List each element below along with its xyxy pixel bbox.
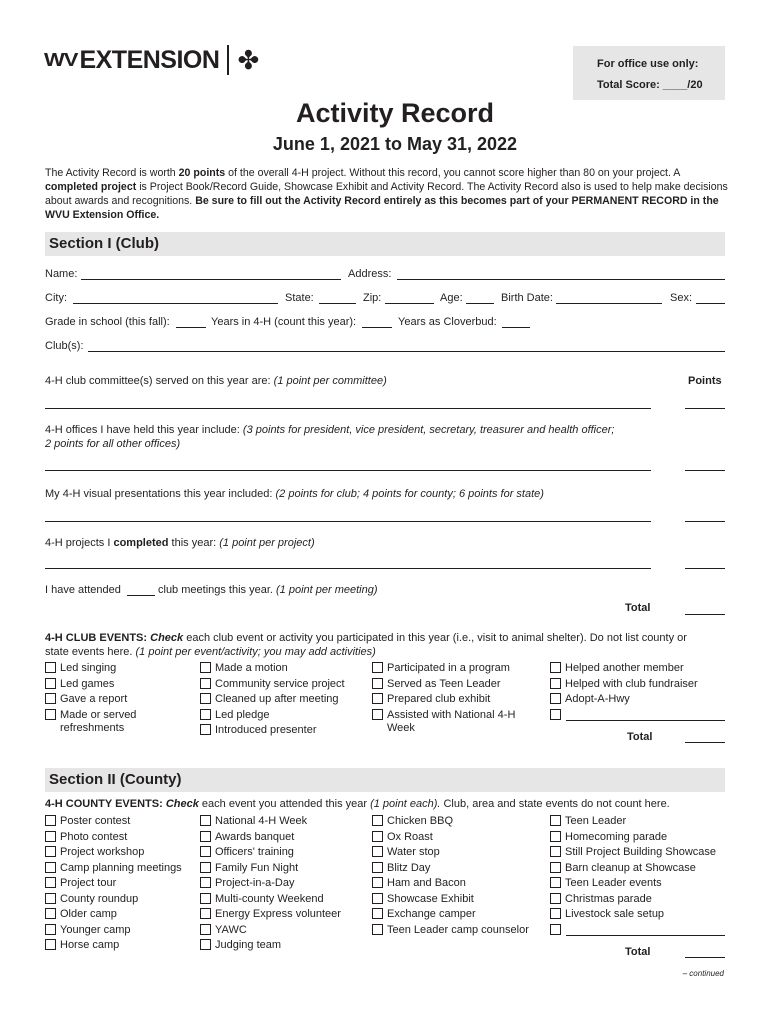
county-events-total-label: Total: [625, 946, 651, 958]
birth-date-label: Birth Date:: [501, 292, 553, 304]
meetings-label-b: club meetings this year. (1 point per meeting): [158, 584, 378, 596]
county-event-checkbox[interactable]: National 4-H Week: [200, 815, 307, 828]
county-event-checkbox[interactable]: Judging team: [200, 939, 281, 952]
county-event-checkbox[interactable]: Livestock sale setup: [550, 908, 664, 921]
county-event-checkbox[interactable]: Horse camp: [45, 939, 119, 952]
county-event-checkbox[interactable]: Camp planning meetings: [45, 862, 182, 875]
continued-note: – continued: [682, 969, 724, 978]
club-event-checkbox[interactable]: Served as Teen Leader: [372, 678, 501, 691]
county-event-checkbox[interactable]: Chicken BBQ: [372, 815, 453, 828]
city-field[interactable]: [73, 292, 278, 304]
presentations-label: My 4-H visual presentations this year included: (2 points for club; 4 points for county; 6 points for state): [45, 488, 544, 500]
county-event-checkbox[interactable]: Ham and Bacon: [372, 877, 466, 890]
grade-label: Grade in school (this fall):: [45, 316, 170, 328]
years-4h-field[interactable]: [362, 316, 392, 328]
projects-field[interactable]: [45, 557, 651, 569]
county-event-checkbox[interactable]: Project tour: [45, 877, 116, 890]
county-event-checkbox[interactable]: Photo contest: [45, 831, 127, 844]
county-event-checkbox[interactable]: Showcase Exhibit: [372, 893, 474, 906]
points-header: Points: [688, 375, 722, 387]
grade-field[interactable]: [176, 316, 206, 328]
offices-label: 4-H offices I have held this year include: (3 points for president, vice president, secretary, treasurer and health officer; 2 points for all other offices): [45, 424, 615, 450]
section-1-header: Section I (Club): [45, 232, 725, 256]
club-event-checkbox[interactable]: Participated in a program: [372, 662, 510, 675]
county-event-checkbox[interactable]: Homecoming parade: [550, 831, 667, 844]
county-event-checkbox[interactable]: YAWC: [200, 924, 247, 937]
city-label: City:: [45, 292, 67, 304]
club-event-checkbox[interactable]: Made or served refreshments: [45, 709, 136, 735]
county-event-checkbox[interactable]: Barn cleanup at Showcase: [550, 862, 696, 875]
county-event-checkbox[interactable]: Still Project Building Showcase: [550, 846, 716, 859]
age-field[interactable]: [466, 292, 494, 304]
club-event-checkbox[interactable]: Made a motion: [200, 662, 288, 675]
committees-label: 4-H club committee(s) served on this year are: (1 point per committee): [45, 375, 387, 387]
club-event-checkbox[interactable]: Introduced presenter: [200, 724, 317, 737]
committees-points[interactable]: [685, 397, 725, 409]
county-events-instructions: 4-H COUNTY EVENTS: Check each event you attended this year (1 point each). Club, area and state events do not count here.: [45, 798, 670, 810]
county-event-checkbox[interactable]: Blitz Day: [372, 862, 430, 875]
county-event-checkbox[interactable]: Energy Express volunteer: [200, 908, 341, 921]
county-event-checkbox[interactable]: Teen Leader camp counselor: [372, 924, 529, 937]
state-label: State:: [285, 292, 314, 304]
page-title: Activity Record: [295, 98, 495, 128]
zip-label: Zip:: [363, 292, 382, 304]
office-use-box: [573, 46, 725, 100]
county-event-checkbox[interactable]: Project workshop: [45, 846, 144, 859]
club-event-checkbox[interactable]: Assisted with National 4-H Week: [372, 709, 515, 735]
county-event-other-field[interactable]: [566, 924, 725, 936]
county-event-other-checkbox[interactable]: [550, 924, 565, 937]
name-label: Name:: [45, 268, 78, 280]
club-events-total-field[interactable]: [685, 731, 725, 743]
clubs-label: Club(s):: [45, 340, 84, 352]
sex-label: Sex:: [670, 292, 693, 304]
county-event-checkbox[interactable]: County roundup: [45, 893, 138, 906]
sex-field[interactable]: [696, 292, 725, 304]
section1-total-label: Total: [625, 602, 651, 614]
section1-total-field[interactable]: [685, 603, 725, 615]
name-field[interactable]: [81, 268, 341, 280]
county-event-checkbox[interactable]: Project-in-a-Day: [200, 877, 294, 890]
projects-label: 4-H projects I completed this year: (1 point per project): [45, 537, 315, 549]
county-event-checkbox[interactable]: Younger camp: [45, 924, 131, 937]
club-event-checkbox[interactable]: Led games: [45, 678, 114, 691]
county-event-checkbox[interactable]: Ox Roast: [372, 831, 433, 844]
age-label: Age:: [440, 292, 463, 304]
address-field[interactable]: [397, 268, 725, 280]
zip-field[interactable]: [385, 292, 434, 304]
logo-text: EXTENSION: [79, 45, 220, 74]
county-events-total-field[interactable]: [685, 946, 725, 958]
projects-points[interactable]: [685, 557, 725, 569]
county-event-checkbox[interactable]: Awards banquet: [200, 831, 294, 844]
county-event-checkbox[interactable]: Officers' training: [200, 846, 294, 859]
section-2-header: Section II (County): [45, 768, 725, 792]
address-label: Address:: [348, 268, 392, 280]
club-event-checkbox[interactable]: Led pledge: [200, 709, 269, 722]
club-event-checkbox[interactable]: Helped another member: [550, 662, 684, 675]
presentations-points[interactable]: [685, 510, 725, 522]
county-event-checkbox[interactable]: Family Fun Night: [200, 862, 298, 875]
page-subtitle: June 1, 2021 to May 31, 2022: [272, 134, 518, 154]
four-h-clover-icon: ✤: [237, 45, 260, 75]
years-4h-label: Years in 4-H (count this year):: [211, 316, 357, 328]
meetings-label-a: I have attended: [45, 584, 121, 596]
county-event-checkbox[interactable]: Multi-county Weekend: [200, 893, 324, 906]
wv-logo-mark: WV: [44, 48, 78, 71]
club-event-other-field[interactable]: [566, 709, 725, 721]
state-field[interactable]: [319, 292, 356, 304]
county-event-checkbox[interactable]: Christmas parade: [550, 893, 652, 906]
county-event-checkbox[interactable]: Poster contest: [45, 815, 130, 828]
years-cloverbud-field[interactable]: [502, 316, 530, 328]
committees-field[interactable]: [45, 397, 651, 409]
offices-points[interactable]: [685, 459, 725, 471]
intro-paragraph: The Activity Record is worth 20 points of the overall 4-H project. Without this record, you cannot score higher than 80 on your project. A completed project is Project Book/Record Guide, Showcase Exhibit and Activity Record. The Activity Record also is used to help make decisions about awards and recognitions. Be sure to fill out the Activity Record entirely as this becomes part of your PERMANENT RECORD in the WVU Extension Office.: [45, 167, 728, 221]
clubs-field[interactable]: [88, 340, 725, 352]
county-event-checkbox[interactable]: Older camp: [45, 908, 117, 921]
birth-date-field[interactable]: [556, 292, 662, 304]
club-events-total-label: Total: [627, 731, 653, 743]
club-event-checkbox[interactable]: Gave a report: [45, 693, 127, 706]
club-event-checkbox[interactable]: Community service project: [200, 678, 345, 691]
county-event-checkbox[interactable]: Teen Leader events: [550, 877, 662, 890]
county-event-checkbox[interactable]: Water stop: [372, 846, 440, 859]
years-cloverbud-label: Years as Cloverbud:: [398, 316, 497, 328]
club-event-checkbox[interactable]: Cleaned up after meeting: [200, 693, 339, 706]
presentations-field[interactable]: [45, 510, 651, 522]
club-event-checkbox[interactable]: Helped with club fundraiser: [550, 678, 698, 691]
offices-field[interactable]: [45, 459, 651, 471]
wvu-extension-logo: [44, 44, 259, 76]
club-event-other-checkbox[interactable]: [550, 709, 565, 722]
meetings-count-field[interactable]: [127, 584, 155, 596]
club-event-checkbox[interactable]: Led singing: [45, 662, 116, 675]
logo-divider: [227, 45, 229, 75]
office-use-label: For office use only:: [597, 58, 699, 70]
total-score-field[interactable]: Total Score: ____/20: [597, 79, 703, 91]
county-event-checkbox[interactable]: Teen Leader: [550, 815, 626, 828]
club-events-instructions: 4-H CLUB EVENTS: Check each club event or activity you participated in this year (i.e., visit to animal shelter). Do not list county or state events here. (1 point per event/activity; you may add activities): [45, 632, 687, 658]
county-event-checkbox[interactable]: Exchange camper: [372, 908, 476, 921]
club-event-checkbox[interactable]: Prepared club exhibit: [372, 693, 490, 706]
club-event-checkbox[interactable]: Adopt-A-Hwy: [550, 693, 630, 706]
